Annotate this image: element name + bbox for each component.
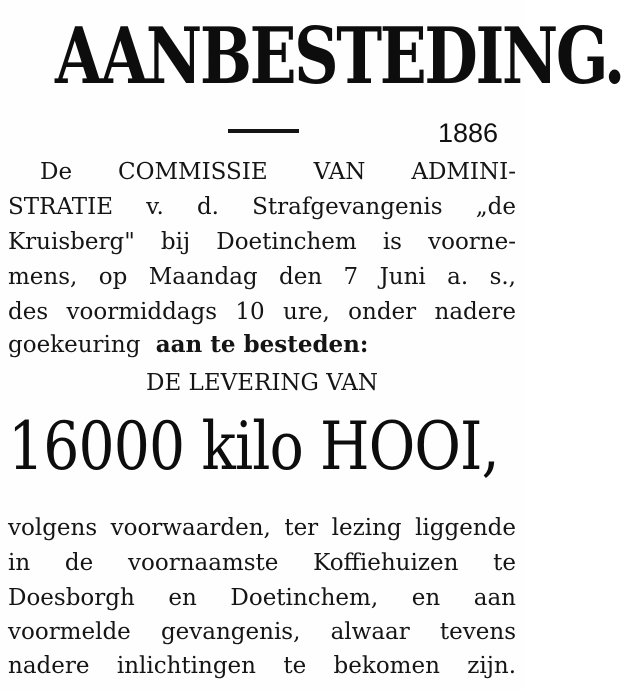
goekeuring-line — [8, 330, 368, 360]
intro-line-1: De COMMISSIE VAN ADMINI- — [40, 159, 516, 185]
closing-line-3: Doesborgh en Doetinchem, en aan — [8, 585, 516, 611]
closing-line-1: volgens voorwaarden, ter lezing liggende — [8, 515, 516, 541]
headline: AANBESTEDING. — [55, 11, 623, 102]
closing-line-2: in de voornaamste Koffiehuizen te — [8, 550, 516, 576]
subhead: DE LEVERING VAN — [146, 370, 378, 396]
intro-line-2: STRATIE v. d. Strafgevangenis „de — [8, 194, 516, 220]
big-headline-quantity: 16000 kilo HOOI, — [8, 408, 499, 485]
intro-line-4: mens, op Maandag den 7 Juni a. s., — [8, 264, 516, 290]
intro-line-3: Kruisberg" bij Doetinchem is voorne- — [8, 229, 516, 255]
intro-line-5: des voormiddags 10 ure, onder nadere — [8, 299, 516, 325]
goekeuring-emphasis: aan te besteden: — [155, 331, 369, 358]
closing-line-4: voormelde gevangenis, alwaar tevens — [8, 619, 516, 645]
divider-rule — [228, 129, 299, 133]
goekeuring-prefix: goekeuring — [8, 332, 141, 358]
year-label: 1886 — [438, 118, 499, 148]
closing-line-5: nadere inlichtingen te bekomen zijn. — [8, 653, 516, 679]
